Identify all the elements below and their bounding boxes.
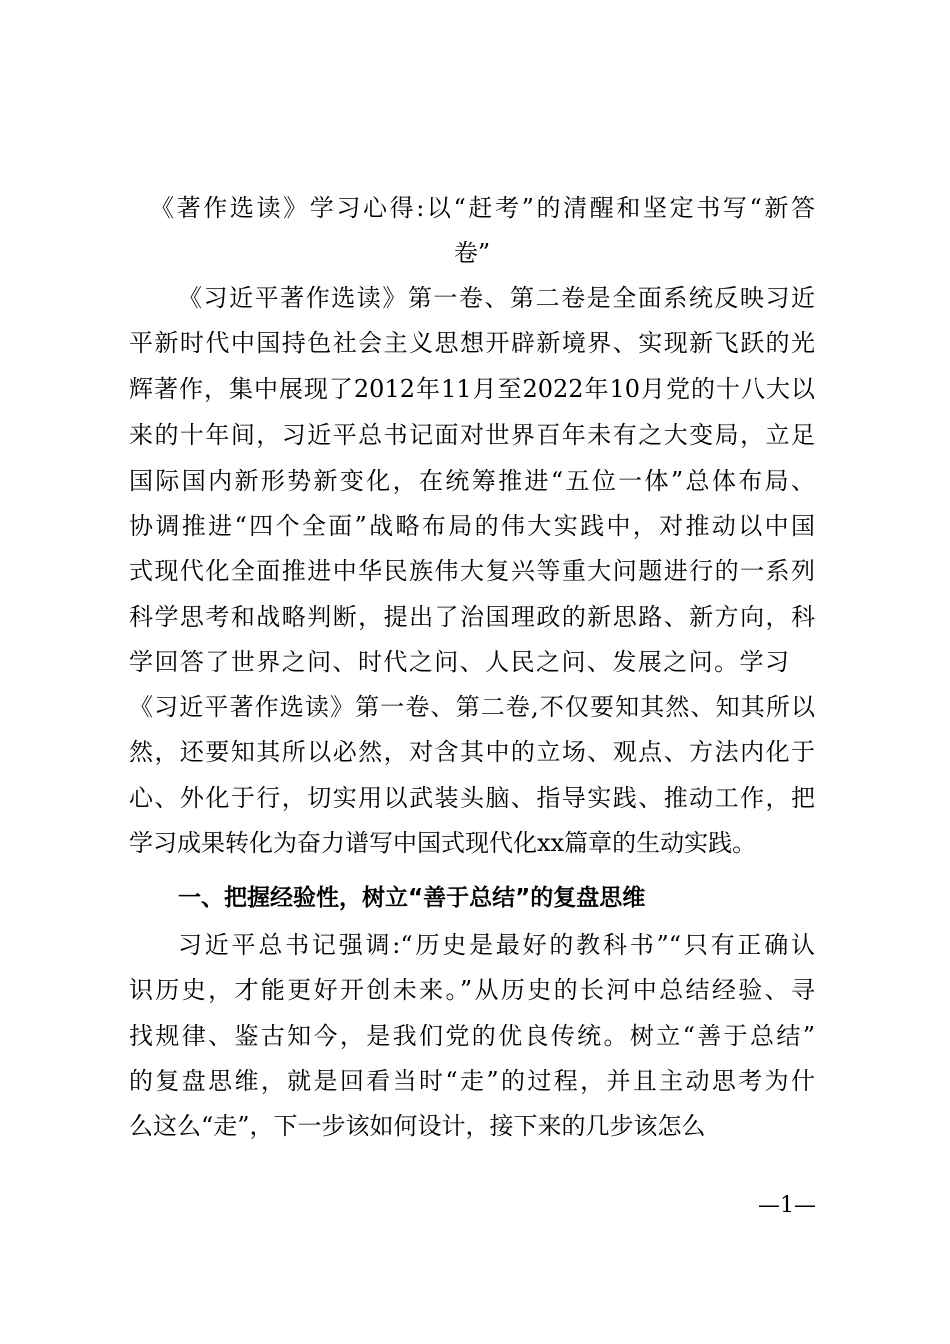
paragraph-1-line: 科学思考和战略判断，提出了治国理政的新思路、新方向，科 bbox=[129, 603, 815, 631]
paragraph-1-line: 平新时代中国持色社会主义思想开辟新境界、实现新飞跃的光 bbox=[129, 329, 815, 357]
paragraph-2-line: 么这么“走”，下一步该如何设计，接下来的几步该怎么 bbox=[129, 1112, 706, 1140]
section-heading: 一、把握经验性，树立“善于总结”的复盘思维 bbox=[178, 885, 646, 911]
paragraph-1-line: 辉著作，集中展现了2012年11月至2022年10月党的十八大以 bbox=[129, 375, 815, 403]
page-number: —1— bbox=[758, 1193, 816, 1218]
paragraph-1-line: 式现代化全面推进中华民族伟大复兴等重大问题进行的一系列 bbox=[129, 557, 815, 585]
paragraph-1-line: 心、外化于行，切实用以武装头脑、指导实践、推动工作，把 bbox=[129, 784, 815, 812]
title-line-1: 《著作选读》学习心得:以“赶考”的清醒和坚定书写“新答 bbox=[150, 194, 815, 222]
paragraph-1-line: 协调推进“四个全面”战略布局的伟大实践中，对推动以中国 bbox=[129, 512, 815, 540]
paragraph-1-line: 然，还要知其所以必然，对含其中的立场、观点、方法内化于 bbox=[129, 738, 815, 766]
paragraph-1-line: 来的十年间，习近平总书记面对世界百年未有之大变局，立足 bbox=[129, 421, 815, 449]
paragraph-2-line: 识历史，才能更好开创未来。”从历史的长河中总结经验、寻 bbox=[129, 976, 815, 1004]
paragraph-1-line: 学回答了世界之问、时代之问、人民之问、发展之问。学习 bbox=[129, 648, 789, 676]
paragraph-1-line: 《习近平著作选读》第一卷、第二卷,不仅要知其然、知其所以 bbox=[129, 693, 815, 721]
paragraph-2-line: 找规律、鉴古知今，是我们党的优良传统。树立“善于总结” bbox=[129, 1022, 815, 1050]
paragraph-1-line: 学习成果转化为奋力谱写中国式现代化xx篇章的生动实践。 bbox=[129, 829, 757, 857]
paragraph-1-line: 国际国内新形势新变化，在统筹推进“五位一体”总体布局、 bbox=[129, 467, 815, 495]
paragraph-2-line: 习近平总书记强调:“历史是最好的教科书”“只有正确认 bbox=[178, 931, 815, 959]
paragraph-2-line: 的复盘思维，就是回看当时“走”的过程，并且主动思考为什 bbox=[129, 1067, 815, 1095]
title-line-2: 卷” bbox=[453, 239, 491, 267]
paragraph-1-line: 《习近平著作选读》第一卷、第二卷是全面系统反映习近 bbox=[178, 284, 815, 312]
